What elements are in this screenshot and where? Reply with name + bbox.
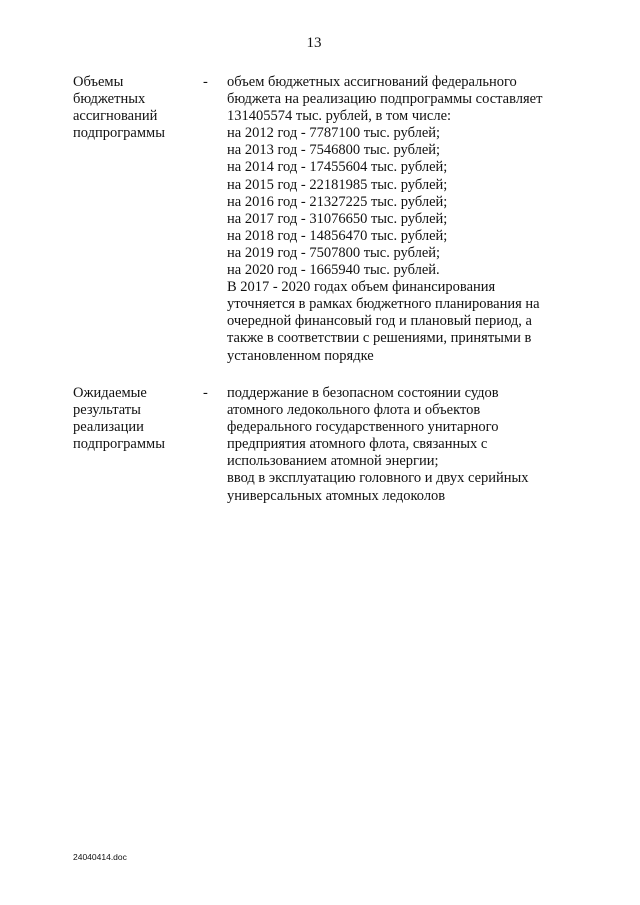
section-dash: - <box>203 385 208 401</box>
body-line: на 2013 год - 7546800 тыс. рублей; <box>227 142 441 159</box>
label-line: ассигнований <box>73 108 158 124</box>
body-line: уточняется в рамках бюджетного планирования на <box>227 296 540 313</box>
body-line: на 2018 год - 14856470 тыс. рублей; <box>227 227 448 244</box>
footer-filename: 24040414.doc <box>73 852 127 862</box>
body-line: на 2012 год - 7787100 тыс. рублей; <box>227 125 441 142</box>
label-line: результаты <box>73 402 141 418</box>
body-line: на 2014 год - 17455604 тыс. рублей; <box>227 159 448 176</box>
body-line: на 2020 год - 1665940 тыс. рублей. <box>227 262 440 279</box>
label-line: бюджетных <box>73 91 146 107</box>
body-line: федерального государственного унитарного <box>227 419 499 436</box>
label-line: Объемы <box>73 74 124 90</box>
body-line: также в соответствии с решениями, принятыми в <box>227 330 532 347</box>
section-dash: - <box>203 74 208 90</box>
label-line: подпрограммы <box>73 436 165 452</box>
body-line: на 2015 год - 22181985 тыс. рублей; <box>227 176 448 193</box>
body-line: установленном порядке <box>227 347 374 364</box>
body-line: поддержание в безопасном состоянии судов <box>227 385 499 401</box>
body-line: объем бюджетных ассигнований федерального <box>227 74 517 90</box>
body-line: очередной финансовый год и плановый период, а <box>227 313 532 330</box>
body-line: В 2017 - 2020 годах объем финансирования <box>227 279 496 296</box>
body-line: на 2017 год - 31076650 тыс. рублей; <box>227 210 448 227</box>
section-label <box>73 385 193 453</box>
label-line: Ожидаемые <box>73 385 147 401</box>
label-line: реализации <box>73 419 144 435</box>
page-number: 13 <box>306 35 322 51</box>
body-line: атомного ледокольного флота и объектов <box>227 402 481 419</box>
body-line: на 2016 год - 21327225 тыс. рублей; <box>227 193 448 210</box>
body-line: универсальных атомных ледоколов <box>227 487 446 504</box>
body-line: ввод в эксплуатацию головного и двух серийных <box>227 470 529 487</box>
section-label <box>73 74 193 142</box>
body-line: на 2019 год - 7507800 тыс. рублей; <box>227 244 441 261</box>
body-line: 131405574 тыс. рублей, в том числе: <box>227 108 452 125</box>
label-line: подпрограммы <box>73 125 165 141</box>
body-line: бюджета на реализацию подпрограммы составляет <box>227 91 543 108</box>
section-body <box>227 385 567 505</box>
body-line: предприятия атомного флота, связанных с <box>227 436 488 453</box>
section-body <box>227 74 567 365</box>
body-line: использованием атомной энергии; <box>227 453 439 470</box>
